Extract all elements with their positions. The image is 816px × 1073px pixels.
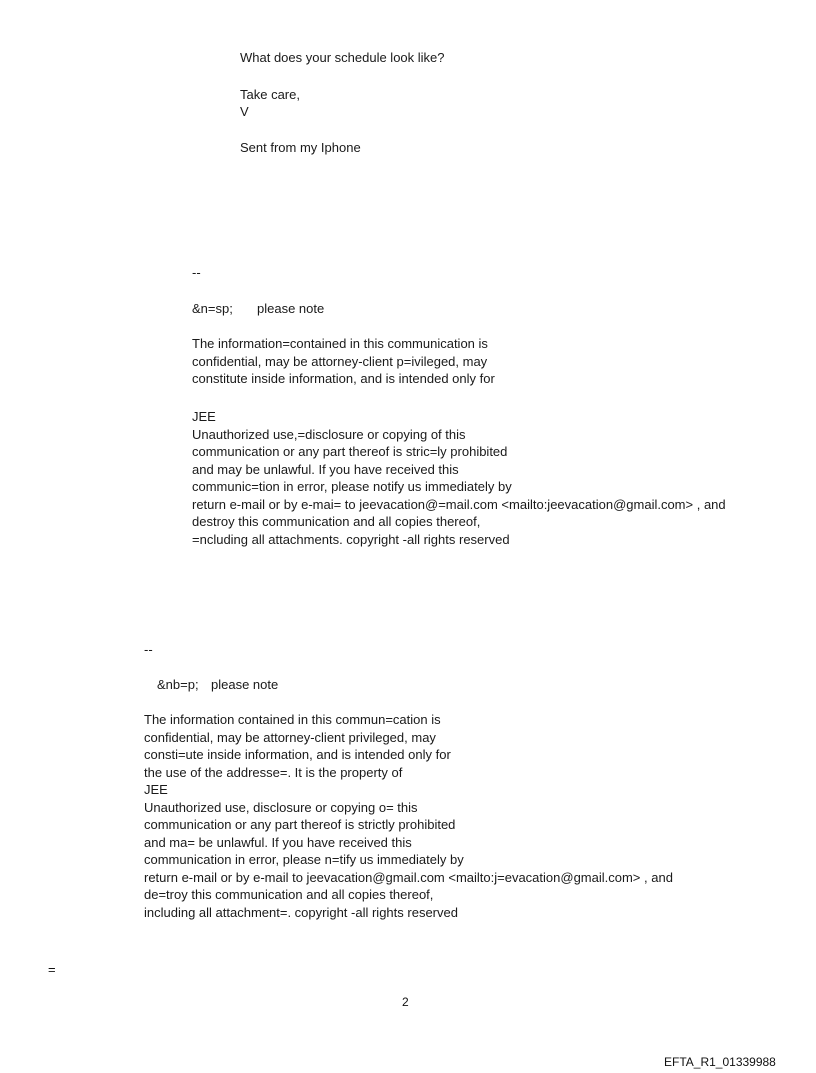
disclaimer-line: consti=ute inside information, and is intended only for [144,747,451,762]
disclaimer-line: communic=tion in error, please notify us immediately by [192,479,512,494]
disclaimer-line: confidential, may be attorney-client privileged, may [144,729,436,745]
disclaimer-line: return e-mail or by e-mai= to jeevacation@=mail.com <mailto:jeevacation@gmail.com> , and [192,496,726,512]
disclaimer-line: The information contained in this commun=cation is [144,712,441,727]
disclaimer-line: confidential, may be attorney-client p=ivileged, may [192,353,488,369]
disclaimer-line: the use of the addresse=. It is the property of [144,764,403,780]
sender-initial: V [240,104,249,119]
schedule-question: What does your schedule look like? [240,50,445,65]
disclaimer-line: including all attachment=. copyright -all rights reserved [144,904,458,920]
note-prefix-2: &nb=p; [157,677,199,692]
disclaimer-line: communication or any part thereof is stric=ly prohibited [192,444,508,459]
note-label-1: please note [257,301,325,316]
disclaimer-line: communication in error, please n=tify us immediately by [144,852,464,867]
disclaimer-line: constitute inside information, and is intended only for [192,371,495,386]
disclaimer-line: JEE [192,409,216,424]
disclaimer-1-paragraph-2 [192,408,726,548]
disclaimer-1-paragraph-1 [192,335,495,388]
disclaimer-line: communication or any part thereof is strictly prohibited [144,817,456,832]
disclaimer-line: return e-mail or by e-mail to jeevacation@gmail.com <mailto:j=evacation@gmail.com> , and [144,869,673,885]
disclaimer-line: Unauthorized use,=disclosure or copying of this [192,426,466,442]
note-label-2: please note [211,677,279,692]
note-prefix-1: &n=sp; [192,301,233,316]
disclaimer-line: de=troy this communication and all copies thereof, [144,887,434,902]
separator-2: -- [144,642,153,657]
disclaimer-line: and may be unlawful. If you have received this [192,461,459,477]
bates-number: EFTA_R1_01339988 [664,1055,776,1069]
separator-1: -- [192,265,201,280]
disclaimer-line: Unauthorized use, disclosure or copying o= this [144,799,418,815]
disclaimer-line: and ma= be unlawful. If you have received this [144,834,412,850]
disclaimer-2-body [144,711,673,921]
disclaimer-line: =ncluding all attachments. copyright -all rights reserved [192,531,510,547]
mobile-signature: Sent from my Iphone [240,140,361,155]
trailing-equals-mark: = [48,962,56,977]
disclaimer-line: destroy this communication and all copies thereof, [192,514,481,529]
closing: Take care, [240,87,300,102]
disclaimer-line: JEE [144,782,168,797]
disclaimer-line: The information=contained in this communication is [192,336,488,351]
page-number: 2 [402,995,409,1009]
